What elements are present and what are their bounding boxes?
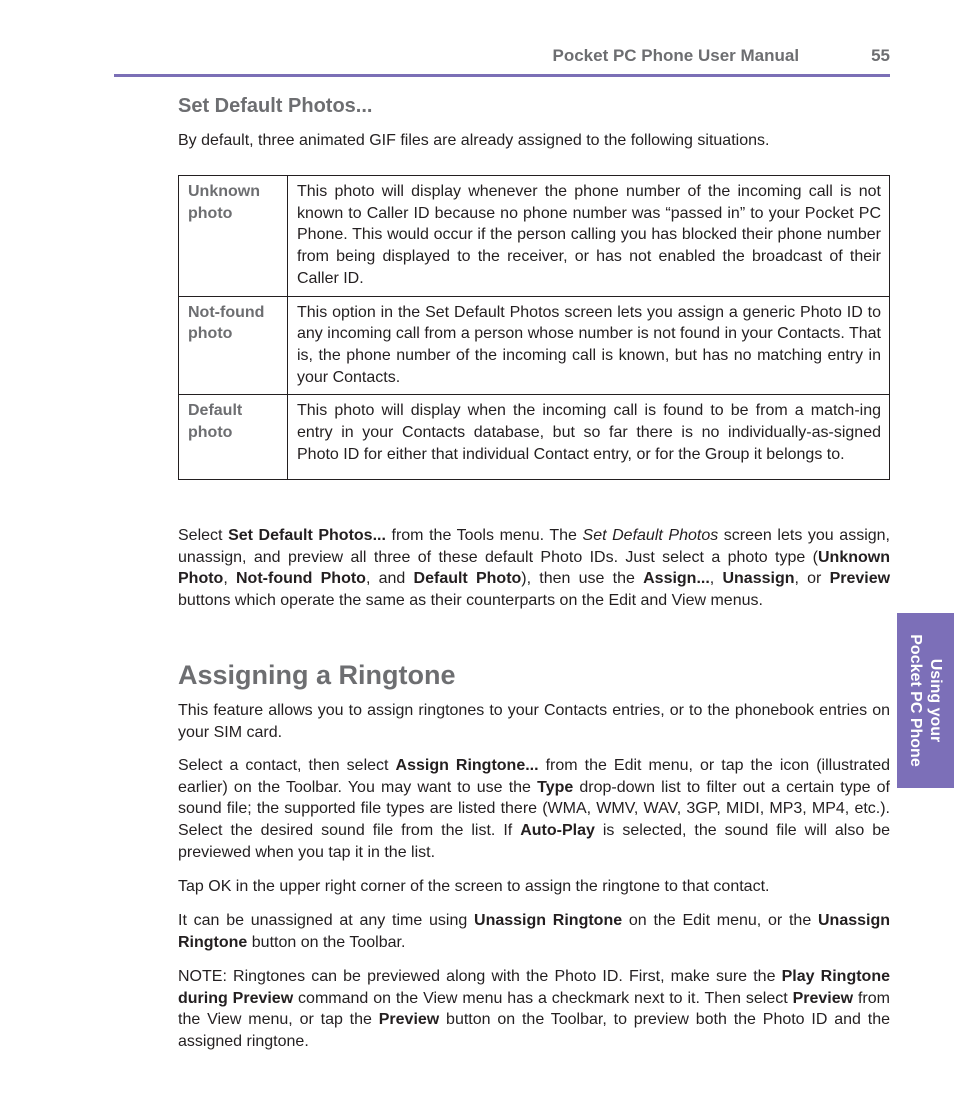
set-default-intro: By default, three animated GIF files are already assigned to the following situations. <box>178 132 770 149</box>
description-cell: This option in the Set Default Photos screen lets you assign a generic Photo ID to any incoming call from a person whose number is not found in your Contacts. That is, the phone number of the incoming call is known, but has no matching entry in your Contacts. <box>288 296 890 395</box>
text-run: button on the Toolbar. <box>247 933 406 951</box>
text-run: from the View menu, or tap the <box>178 989 890 1029</box>
bold-run: Assign Ringtone... <box>395 757 539 774</box>
bold-run: Not-found Photo <box>236 570 366 588</box>
term-word: Unknown <box>188 183 260 200</box>
bold-run: Auto-Play <box>520 822 595 840</box>
table-row <box>179 176 890 297</box>
unassign-paragraph <box>178 910 890 953</box>
text-run: button on the Toolbar, to preview both the Photo ID and the assigned ringtone. <box>178 1011 890 1051</box>
chapter-side-tab <box>897 613 954 788</box>
bold-run: Set Default Photos... <box>228 527 386 544</box>
term-cell <box>179 395 288 480</box>
bold-run: Preview <box>378 1011 440 1029</box>
default-photos-table <box>178 175 890 480</box>
table-row <box>179 395 890 480</box>
text-run: on the Edit menu, or the <box>622 912 818 929</box>
bold-run: Unassign Ringtone <box>178 912 890 951</box>
text-run: from the Edit menu, or tap the icon (illustrated earlier) on the Toolbar. You may want to use the <box>178 757 891 796</box>
text-run: drop-down list to filter out a certain type of sound file; the supported file types are listed there (WMA, WMV, WAV, 3GP, MIDI, MP3, MP4, etc.). Select the desired sound file from the list. If <box>178 778 891 840</box>
text-run: , <box>223 570 236 588</box>
bold-run: Preview <box>792 989 854 1007</box>
tap-ok-paragraph: Tap OK in the upper right corner of the screen to assign the ringtone to that contact. <box>178 878 770 895</box>
text-run: command on the View menu has a checkmark next to it. Then select <box>293 989 793 1007</box>
ringtone-intro-paragraph: This feature allows you to assign ringtones to your Contacts entries, or to the phonebook entries on your SIM card. <box>178 702 890 741</box>
bold-run: Unassign Ringtone <box>474 912 623 929</box>
term-word: photo <box>188 325 233 343</box>
set-default-photos-heading: Set Default Photos... <box>178 95 373 117</box>
text-run: , and <box>365 570 414 588</box>
side-tab-line-1: Using your <box>927 658 945 743</box>
term-word: photo <box>188 204 233 222</box>
page-number: 55 <box>871 46 890 65</box>
term-word: Not-found <box>188 303 265 321</box>
bold-run: Type <box>537 778 574 796</box>
term-cell <box>179 296 288 395</box>
bold-run: Unassign <box>722 570 795 588</box>
term-word: Default <box>188 402 243 420</box>
header-rule <box>114 74 890 77</box>
text-run: buttons which operate the same as their counterparts on the Edit and View menus. <box>178 592 763 610</box>
bold-run: Play Ringtone during Preview <box>178 968 890 1007</box>
table-row <box>179 296 890 395</box>
text-run: Select a contact, then select <box>178 757 396 774</box>
text-run: It can be unassigned at any time using <box>178 912 475 929</box>
bold-run: Default Photo <box>413 570 522 588</box>
description-cell: This photo will display when the incoming call is found to be from a match-ing entry in your Contacts database, but so far there is no individually-as-signed Photo ID for either that individual Contact entry, or for the Group it belongs to. <box>288 395 890 480</box>
text-run: , or <box>794 570 830 588</box>
term-cell <box>179 176 288 297</box>
side-tab-line-2: Pocket PC Phone <box>907 634 925 767</box>
italic-run: Set Default Photos <box>582 527 719 544</box>
text-run: , <box>709 570 723 588</box>
text-run: screen lets you assign, unassign, and preview all three of these default Photo IDs. Just select a photo type ( <box>178 527 890 566</box>
text-run: Select <box>178 527 229 544</box>
bold-run: Assign... <box>643 570 710 588</box>
manual-title: Pocket PC Phone User Manual <box>552 46 800 65</box>
select-default-photos-paragraph <box>178 525 890 612</box>
text-run: from the Tools menu. The <box>385 527 583 544</box>
note-paragraph <box>178 966 890 1053</box>
chapter-side-tab-label <box>897 613 954 788</box>
bold-run: Unknown Photo <box>178 548 890 588</box>
select-contact-paragraph <box>178 755 890 864</box>
text-run: NOTE: Ringtones can be previewed along with the Photo ID. First, make sure the <box>178 968 782 985</box>
text-run: is selected, the sound file will also be previewed when you tap it in the list. <box>178 822 891 861</box>
bold-run: Preview <box>829 570 891 588</box>
description-cell: This photo will display whenever the phone number of the incoming call is not known to Caller ID because no phone number was “passed in” to your Pocket PC Phone. This would occur if the person calling you has blocked their phone number from being displayed to the receiver, or has not enabled the broadcast of their Caller ID. <box>288 176 890 297</box>
text-run: ), then use the <box>521 570 644 588</box>
assigning-ringtone-heading: Assigning a Ringtone <box>178 660 456 690</box>
term-word: photo <box>188 424 233 442</box>
page-header <box>114 44 890 68</box>
